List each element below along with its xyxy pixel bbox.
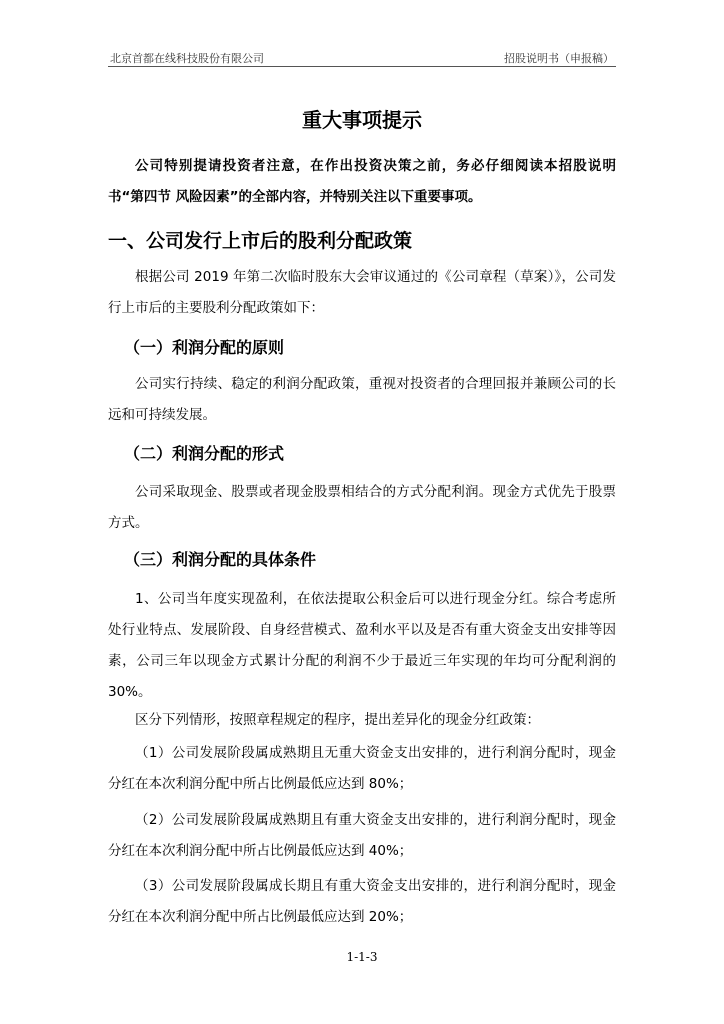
subheading-forms: （二）利润分配的形式 bbox=[124, 444, 285, 463]
conditions-case-2: （2）公司发展阶段属成熟期且有重大资金支出安排的，进行利润分配时，现金分红在本次利润分配中所占比例最低应达到 40%； bbox=[108, 812, 616, 859]
section-heading-1: 一、公司发行上市后的股利分配政策 bbox=[108, 230, 413, 252]
conditions-case-1: （1）公司发展阶段属成熟期且无重大资金支出安排的，进行利润分配时，现金分红在本次利润分配中所占比例最低应达到 80%； bbox=[108, 745, 616, 792]
page-title: 重大事项提示 bbox=[302, 108, 422, 132]
header-doc-type: 招股说明书（申报稿） bbox=[504, 52, 614, 65]
page-header bbox=[108, 48, 616, 67]
forms-text: 公司采取现金、股票或者现金股票相结合的方式分配利润。现金方式优先于股票方式。 bbox=[108, 484, 616, 531]
intro-paragraph: 公司特别提请投资者注意，在作出投资决策之前，务必仔细阅读本招股说明书“第四节 风险因素”的全部内容，并特别关注以下重要事项。 bbox=[108, 158, 616, 205]
subheading-conditions: （三）利润分配的具体条件 bbox=[124, 550, 317, 569]
subheading-principles: （一）利润分配的原则 bbox=[124, 338, 285, 357]
conditions-paragraph-1: 1、公司当年度实现盈利，在依法提取公积金后可以进行现金分红。综合考虑所处行业特点、发展阶段、自身经营模式、盈利水平以及是否有重大资金支出安排等因素，公司三年以现金方式累计分配的利润不少于最近三年实现的年均可分配利润的 30%。 bbox=[108, 591, 616, 700]
section1-lead: 根据公司 2019 年第二次临时股东大会审议通过的《公司章程（草案）》，公司发行上市后的主要股利分配政策如下： bbox=[108, 269, 616, 316]
page-number: 1-1-3 bbox=[346, 950, 378, 964]
conditions-paragraph-2: 区分下列情形，按照章程规定的程序，提出差异化的现金分红政策： bbox=[135, 712, 540, 728]
conditions-case-3: （3）公司发展阶段属成长期且有重大资金支出安排的，进行利润分配时，现金分红在本次利润分配中所占比例最低应达到 20%； bbox=[108, 878, 616, 925]
principles-text: 公司实行持续、稳定的利润分配政策，重视对投资者的合理回报并兼顾公司的长远和可持续发展。 bbox=[108, 376, 616, 423]
header-company: 北京首都在线科技股份有限公司 bbox=[110, 52, 264, 65]
